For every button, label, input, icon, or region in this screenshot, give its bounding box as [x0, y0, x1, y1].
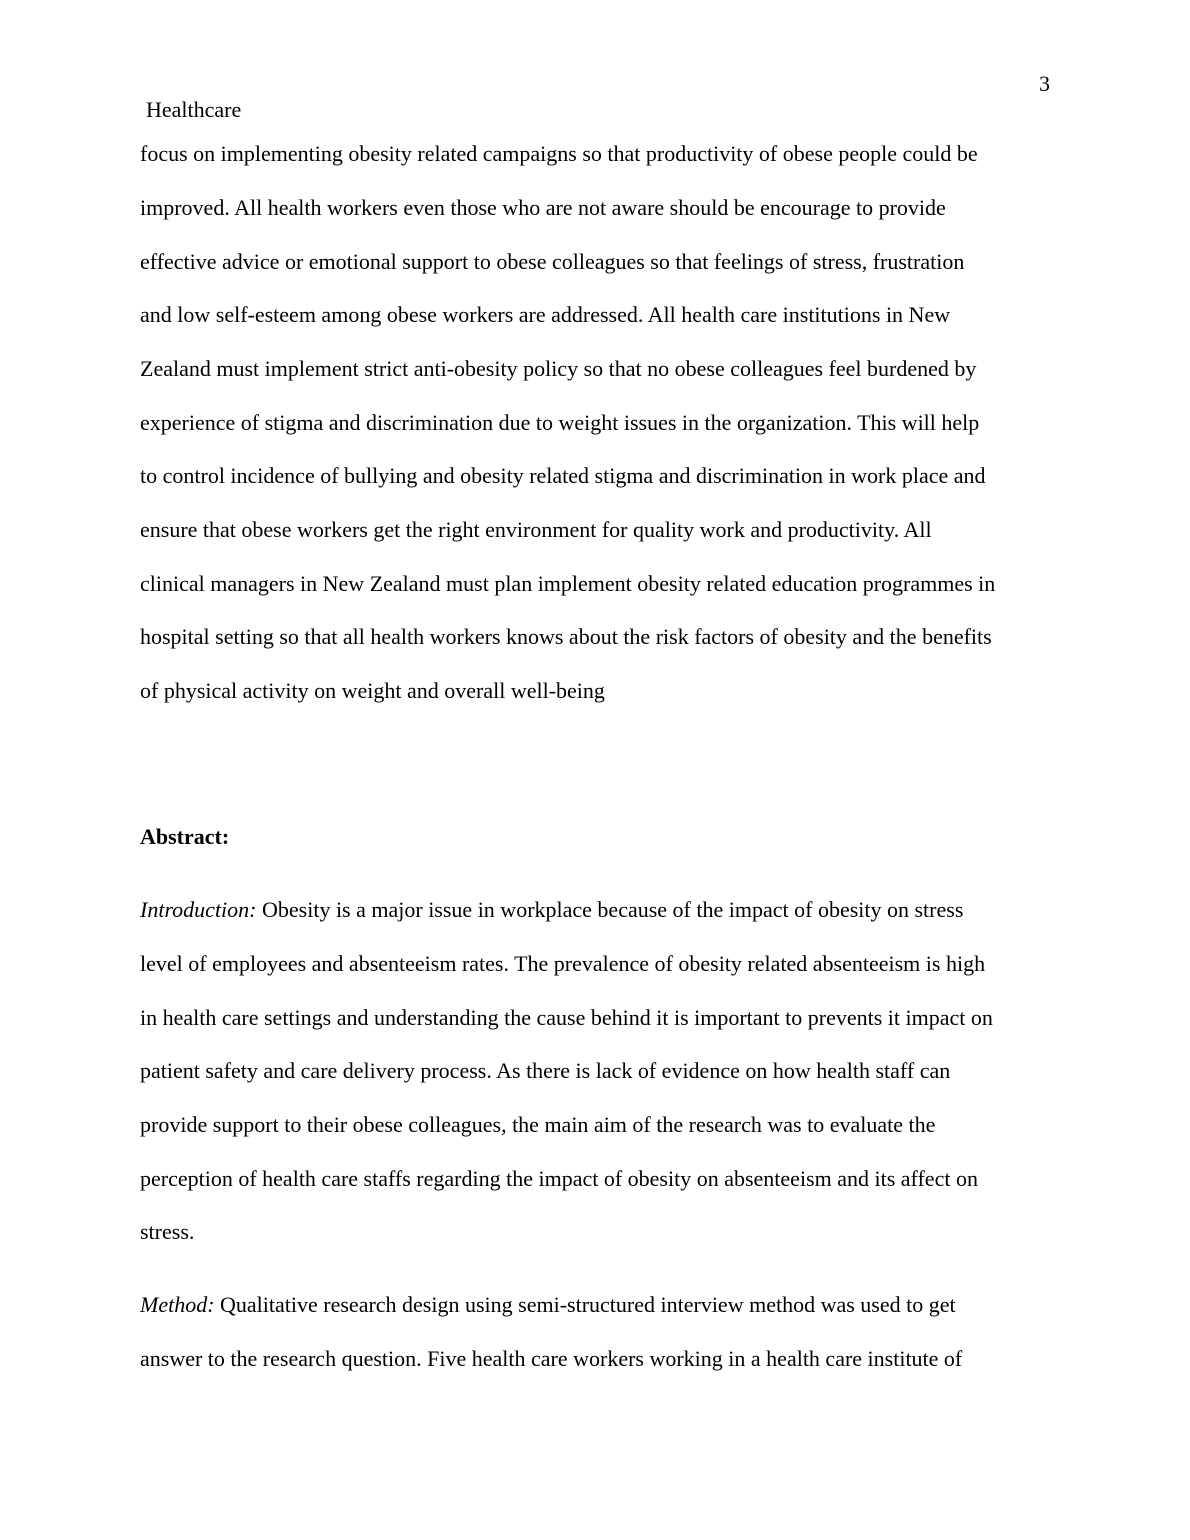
paragraph-line: to control incidence of bullying and obesity related stigma and discrimination in work place and: [140, 463, 986, 488]
paragraph-line: and low self-esteem among obese workers are addressed. All health care institutions in New: [140, 302, 951, 327]
method-label: Method:: [140, 1292, 215, 1317]
paragraph-line: of physical activity on weight and overall well-being: [140, 678, 605, 703]
abstract-heading: Abstract:: [140, 824, 230, 849]
paragraph-line: clinical managers in New Zealand must plan implement obesity related education programmes in: [140, 571, 996, 596]
paragraph-line: answer to the research question. Five health care workers working in a health care institute of: [140, 1346, 963, 1371]
paragraph-line: level of employees and absenteeism rates. The prevalence of obesity related absenteeism is high: [140, 951, 986, 976]
paragraph-line: in health care settings and understanding the cause behind it is important to prevents it impact on: [140, 1005, 993, 1030]
paragraph-line: improved. All health workers even those who are not aware should be encourage to provide: [140, 195, 946, 220]
introduction-label: Introduction:: [140, 897, 257, 922]
paragraph-line: [140, 896, 963, 924]
paragraph-line: focus on implementing obesity related campaigns so that productivity of obese people could be: [140, 141, 978, 166]
running-head: Healthcare: [146, 97, 242, 122]
method-text: Qualitative research design using semi-structured interview method was used to get: [214, 1292, 956, 1317]
page-number: 3: [1039, 71, 1050, 96]
paragraph-line: [140, 1291, 956, 1319]
paragraph-line: ensure that obese workers get the right environment for quality work and productivity. All: [140, 517, 932, 542]
introduction-text: Obesity is a major issue in workplace because of the impact of obesity on stress: [256, 897, 964, 922]
paragraph-line: provide support to their obese colleagues, the main aim of the research was to evaluate the: [140, 1112, 936, 1137]
paragraph-line: hospital setting so that all health workers knows about the risk factors of obesity and the benefits: [140, 624, 992, 649]
paragraph-line: perception of health care staffs regarding the impact of obesity on absenteeism and its affect on: [140, 1166, 978, 1191]
paragraph-line: effective advice or emotional support to obese colleagues so that feelings of stress, frustration: [140, 249, 965, 274]
paragraph-line: stress.: [140, 1219, 195, 1244]
paragraph-line: Zealand must implement strict anti-obesity policy so that no obese colleagues feel burdened by: [140, 356, 977, 381]
paragraph-line: patient safety and care delivery process. As there is lack of evidence on how health staff can: [140, 1058, 951, 1083]
paragraph-line: experience of stigma and discrimination due to weight issues in the organization. This will help: [140, 410, 980, 435]
